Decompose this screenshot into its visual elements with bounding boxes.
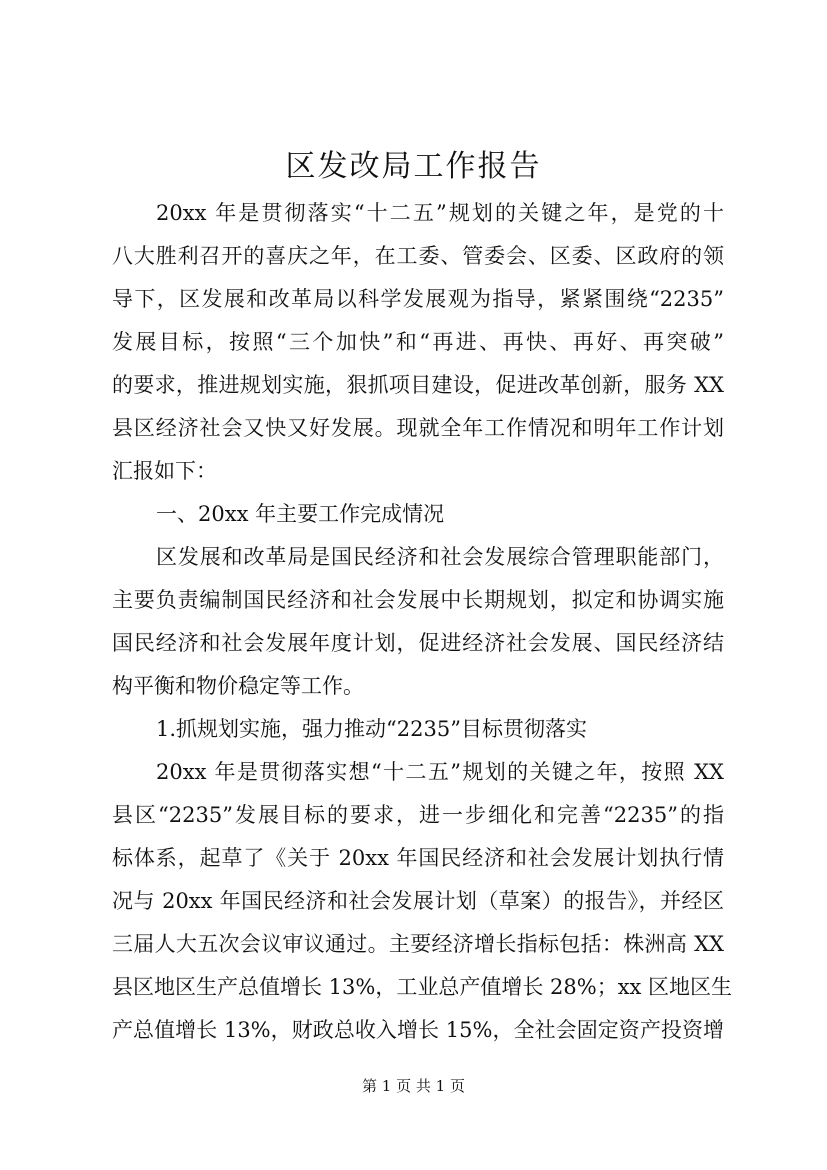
paragraph-line: 汇报如下： — [112, 459, 217, 483]
page-title: 区发改局工作报告 — [285, 149, 542, 184]
paragraph-line: 标体系，起草了《关于 20xx 年国民经济和社会发展计划执行情 — [112, 846, 724, 870]
paragraph-line: 区发展和改革局是国民经济和社会发展综合管理职能部门， — [156, 545, 724, 569]
paragraph-line: 主要负责编制国民经济和社会发展中长期规划，拟定和协调实施 — [112, 588, 724, 612]
paragraph-line: 产总值增长 13%，财政总收入增长 15%，全社会固定资产投资增 — [112, 1018, 724, 1042]
paragraph-line: 三届人大五次会议审议通过。主要经济增长指标包括：株洲高 XX — [112, 932, 724, 956]
paragraph-line: 构平衡和物价稳定等工作。 — [112, 674, 364, 698]
paragraph-line: 的要求，推进规划实施，狠抓项目建设，促进改革创新，服务 XX — [112, 373, 724, 397]
paragraph-line: 导下，区发展和改革局以科学发展观为指导，紧紧围绕“2235” — [112, 287, 724, 311]
paragraph-line: 八大胜利召开的喜庆之年，在工委、管委会、区委、区政府的领 — [112, 244, 724, 268]
paragraph-line: 发展目标，按照“三个加快”和“再进、再快、再好、再突破” — [112, 330, 724, 354]
subsection-heading: 1.抓规划实施，强力推动“2235”目标贯彻落实 — [156, 717, 587, 741]
paragraph-line: 国民经济和社会发展年度计划，促进经济社会发展、国民经济结 — [112, 631, 724, 655]
paragraph-line: 20xx 年是贯彻落实“十二五”规划的关键之年，是党的十 — [156, 201, 724, 225]
paragraph-line: 20xx 年是贯彻落实想“十二五”规划的关键之年，按照 XX — [156, 760, 724, 784]
section-heading: 一、20xx 年主要工作完成情况 — [156, 502, 445, 526]
paragraph-line: 县区“2235”发展目标的要求，进一步细化和完善“2235”的指 — [112, 803, 724, 827]
report-body — [112, 192, 733, 1052]
page-footer: 第 1 页 共 1 页 — [362, 1077, 465, 1095]
paragraph-line: 县区经济社会又快又好发展。现就全年工作情况和明年工作计划 — [112, 416, 724, 440]
paragraph-line: 县区地区生产总值增长 13%，工业总产值增长 28%；xx 区地区生 — [112, 975, 733, 999]
paragraph-line: 况与 20xx 年国民经济和社会发展计划（草案）的报告》，并经区 — [112, 889, 724, 913]
